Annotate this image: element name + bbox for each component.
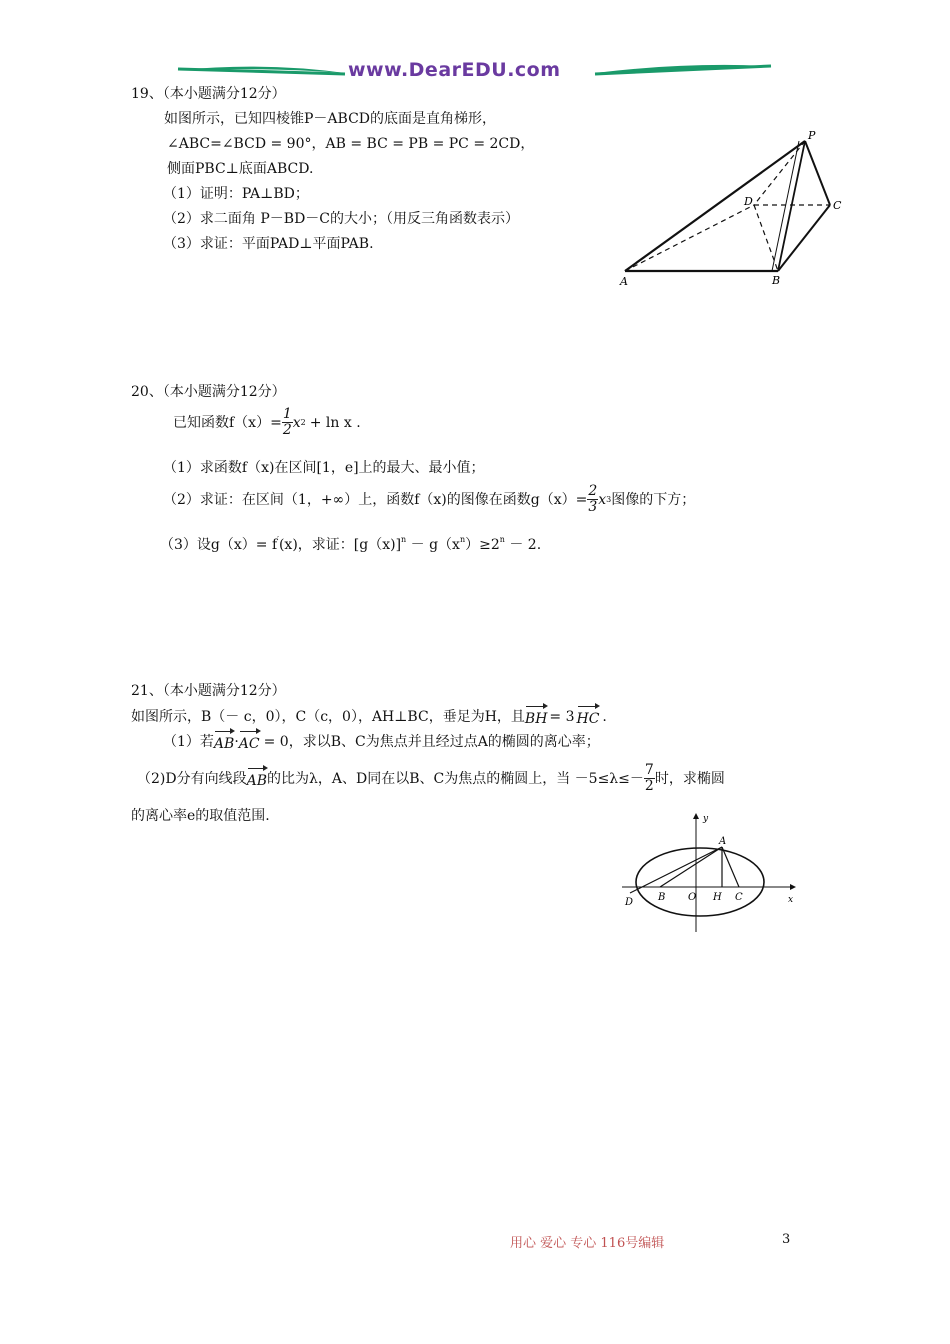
label-P: P [808, 129, 816, 142]
q20-title: 20、（本小题满分12分） [131, 384, 286, 400]
q20-intro-a: 已知函数f（x）= [173, 414, 282, 431]
q21-line1-a: 如图所示，B（－ c，0），C（c，0），AH⊥BC，垂足为H，且 [131, 709, 525, 725]
vector-AB-2: AB [247, 767, 267, 791]
label-C2: C [735, 892, 743, 903]
q19-title: 19、（本小题满分12分） [131, 86, 286, 102]
pyramid-figure [612, 125, 852, 295]
q20-part3-c: － g（x [406, 537, 460, 553]
page-number: 3 [782, 1232, 791, 1247]
label-B: B [772, 274, 781, 287]
ellipse-figure [612, 810, 802, 935]
q20-fraction-half [282, 407, 293, 438]
q19-part3: （3）求证：平面PAD⊥平面PAB. [163, 236, 374, 252]
q21-line1-end: . [602, 709, 607, 725]
q20-part2-c: 图像的下方； [611, 491, 696, 508]
vector-AC: AC [239, 730, 260, 754]
q21-part1-a: （1）若 [163, 734, 214, 750]
q19-part2: （2）求二面角 P－BD－C的大小；（用反三角函数表示） [163, 211, 520, 227]
q20-part3-a: （3）设g（x）= f [160, 537, 278, 553]
q20-intro-c: + ln x . [309, 414, 361, 431]
q21-part2-cont: 的离心率e的取值范围. [131, 808, 270, 824]
q20-part3-e: － 2. [504, 537, 542, 553]
axis-x-label: x [788, 895, 794, 905]
label-D2: D [625, 897, 634, 908]
q20-part3 [160, 530, 541, 555]
label-D: D [744, 195, 753, 208]
label-H: H [713, 892, 722, 903]
q21-part2-b: 的比为λ，A、D同在以B、C为焦点的椭圆上，当 －5≤λ≤－ [267, 770, 644, 787]
q21-part1-b: = 0，求以B、C为焦点并且经过点A的椭圆的离心率； [263, 734, 600, 750]
q21-line1 [131, 705, 607, 729]
footer-text: 用心 爱心 专心 116号编辑 [510, 1236, 665, 1251]
q19-line3: 侧面PBC⊥底面ABCD. [167, 161, 314, 177]
q21-frac-den: 2 [644, 778, 654, 794]
axis-y-label: y [703, 814, 709, 824]
q20-sup-n1: n [401, 535, 407, 544]
site-name: www.DearEDU.com [348, 59, 561, 81]
q20-frac2-den: 3 [588, 499, 598, 515]
vector-HC: HC [577, 705, 600, 729]
q20-part1: （1）求函数f（x)在区间[1，e]上的最大、最小值； [163, 460, 485, 476]
q21-part2 [137, 763, 725, 794]
q21-eq-mid: = 3 [549, 709, 575, 725]
label-B2: B [658, 892, 666, 903]
q20-part2-a: （2）求证：在区间（1，+∞）上，函数f（x)的图像在函数g（x）= [163, 491, 588, 508]
q20-frac1-den: 2 [282, 422, 292, 438]
q19-line2: ∠ABC=∠BCD = 90°，AB = BC = PB = PC = 2CD， [167, 136, 535, 152]
q20-function-def [173, 407, 361, 438]
q20-fraction-two-thirds [587, 484, 598, 515]
q21-part1 [163, 730, 600, 754]
q21-dot: · [234, 734, 239, 750]
q20-prime: ′ [277, 535, 279, 544]
q20-frac1-num: 1 [282, 406, 292, 422]
q21-frac-num: 7 [644, 762, 654, 778]
q20-frac2-num: 2 [588, 483, 598, 499]
q21-fraction-seven-halves [644, 763, 655, 794]
q20-sup-n2: n [459, 535, 466, 544]
label-A: A [620, 275, 628, 288]
label-A2: A [719, 836, 727, 847]
vector-AB: AB [214, 730, 234, 754]
q19-part1: （1）证明：PA⊥BD； [163, 186, 309, 202]
label-O: O [688, 892, 697, 903]
q20-sup3: 3 [606, 494, 612, 504]
label-C: C [833, 199, 842, 212]
q20-var-x: x [292, 414, 301, 431]
q19-line1: 如图所示，已知四棱锥P－ABCD的底面是直角梯形， [164, 111, 497, 127]
vector-BH: BH [525, 705, 548, 729]
q20-part2-x: x [598, 491, 607, 508]
q20-sup-n3: n [499, 535, 505, 544]
q20-part3-b: (x)，求证：[g（x)] [278, 537, 402, 553]
q20-part3-d: ）≥2 [465, 537, 500, 553]
q20-part2 [163, 484, 695, 515]
q21-part2-c: 时，求椭圆 [654, 770, 725, 787]
q21-title: 21、（本小题满分12分） [131, 683, 286, 699]
q21-part2-a: （2)D分有向线段 [137, 770, 247, 787]
q20-sup2: 2 [300, 417, 306, 427]
